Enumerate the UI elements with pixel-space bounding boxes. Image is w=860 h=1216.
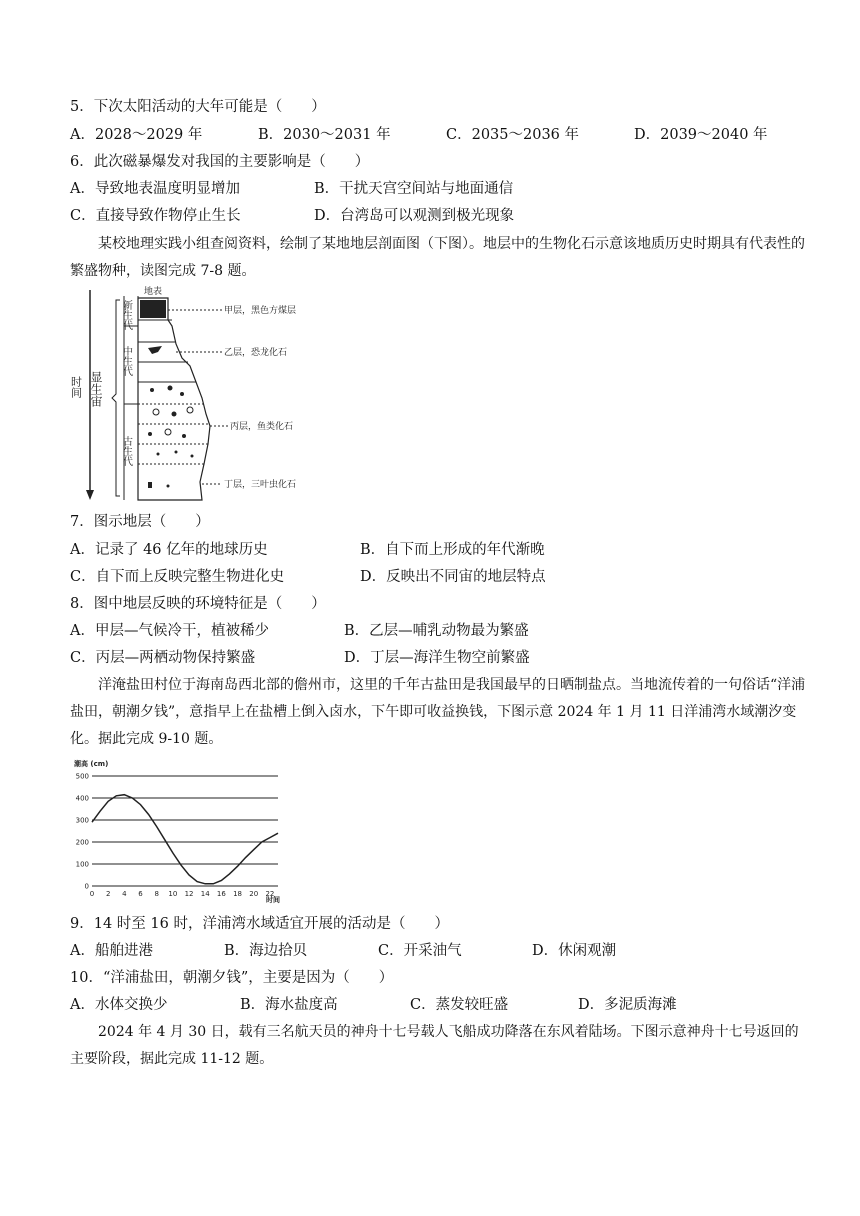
- layer-bing-label: 丙层，鱼类化石: [230, 422, 294, 432]
- x-tick-label: 12: [184, 890, 194, 898]
- q7-option-a[interactable]: A．记录了 46 亿年的地球历史: [70, 542, 268, 558]
- layer-jia-label: 甲层，黑色方煤层: [224, 306, 297, 316]
- question-7-stem: 7．图示地层（ ）: [70, 514, 210, 530]
- q8-option-d[interactable]: D．丁层—海洋生物空前繁盛: [344, 650, 530, 666]
- q10-option-c[interactable]: C．蒸发较旺盛: [410, 997, 509, 1013]
- y-tick-label: 500: [75, 772, 89, 781]
- q6-option-a[interactable]: A．导致地表温度明显增加: [70, 181, 240, 197]
- q5-option-a[interactable]: A．2028～2029 年: [70, 127, 203, 143]
- tide-chart: [70, 756, 290, 906]
- question-10-stem: 10．“洋浦盐田，朝潮夕钱”，主要是因为（ ）: [70, 970, 394, 986]
- q7-option-b[interactable]: B．自下而上形成的年代渐晚: [360, 542, 545, 558]
- ground-surface-label: 地表: [144, 287, 163, 297]
- x-tick-label: 20: [249, 890, 259, 898]
- y-tick-label: 100: [75, 860, 89, 869]
- q9-option-a[interactable]: A．船舶进港: [70, 943, 153, 959]
- x-tick-label: 8: [154, 890, 159, 898]
- y-tick-label: 400: [75, 794, 89, 803]
- q9-option-c[interactable]: C．开采油气: [378, 943, 462, 959]
- q10-option-a[interactable]: A．水体交换少: [70, 997, 168, 1013]
- strata-profile-figure: [69, 286, 312, 504]
- x-tick-label: 4: [122, 890, 127, 898]
- q8-option-a[interactable]: A．甲层—气候冷干，植被稀少: [70, 623, 269, 639]
- q10-option-b[interactable]: B．海水盐度高: [240, 997, 338, 1013]
- q6-option-b[interactable]: B．干扰天宫空间站与地面通信: [314, 181, 514, 197]
- time-axis-label: 时间: [69, 376, 83, 398]
- x-tick-label: 6: [138, 890, 143, 898]
- x-tick-label: 2: [105, 890, 111, 898]
- q8-option-c[interactable]: C．丙层—两栖动物保持繁盛: [70, 650, 256, 666]
- x-tick-label: 10: [168, 890, 178, 898]
- q5-option-b[interactable]: B．2030～2031 年: [258, 127, 391, 143]
- question-8-stem: 8．图中地层反映的环境特征是（ ）: [70, 596, 326, 612]
- q10-option-d[interactable]: D．多泥质海滩: [578, 997, 677, 1013]
- intro-11-12: 2024 年 4 月 30 日，载有三名航天员的神舟十七号载人飞船成功降落在东风着陆场。下图示意神舟十七号返回的主要阶段，据此完成 11-12 题。: [70, 1024, 799, 1067]
- tide-series-line: [92, 795, 278, 884]
- q8-option-b[interactable]: B．乙层—哺乳动物最为繁盛: [344, 623, 529, 639]
- question-6-stem: 6．此次磁暴爆发对我国的主要影响是（ ）: [70, 154, 370, 170]
- era-paleozoic: 古生代: [120, 436, 132, 466]
- x-tick-label: 0: [89, 890, 95, 898]
- chart-xlabel: 时间: [266, 896, 280, 904]
- chart-ylabel: 潮高 (cm): [74, 760, 109, 768]
- x-tick-label: 14: [200, 890, 210, 898]
- era-cenozoic: 新生代: [120, 300, 132, 330]
- question-5-stem: 5．下次太阳活动的大年可能是（ ）: [70, 99, 326, 115]
- question-9-stem: 9．14 时至 16 时，洋浦湾水域适宜开展的活动是（ ）: [70, 916, 449, 932]
- intro-7-8: 某校地理实践小组查阅资料，绘制了某地地层剖面图（下图）。地层中的生物化石示意该地质历史时期具有代表性的繁盛物种，读图完成 7-8 题。: [70, 236, 805, 279]
- q7-option-d[interactable]: D．反映出不同宙的地层特点: [360, 569, 546, 585]
- era-mesozoic: 中生代: [120, 346, 132, 376]
- y-tick-label: 200: [75, 838, 89, 847]
- q6-option-c[interactable]: C．直接导致作物停止生长: [70, 208, 241, 224]
- layer-ding-label: 丁层，三叶虫化石: [224, 480, 297, 490]
- y-tick-label: 300: [75, 816, 89, 825]
- y-tick-label: 0: [84, 882, 89, 891]
- x-tick-label: 22: [265, 890, 275, 898]
- q6-option-d[interactable]: D．台湾岛可以观测到极光现象: [314, 208, 515, 224]
- q5-option-d[interactable]: D．2039～2040 年: [634, 127, 768, 143]
- x-tick-label: 16: [216, 890, 226, 898]
- eon-label: 显生宙: [89, 371, 103, 407]
- q5-option-c[interactable]: C．2035～2036 年: [446, 127, 580, 143]
- q7-option-c[interactable]: C．自下而上反映完整生物进化史: [70, 569, 285, 585]
- q9-option-d[interactable]: D．休闲观潮: [532, 943, 617, 959]
- x-tick-label: 18: [233, 890, 243, 898]
- intro-9-10: 洋淹盐田村位于海南岛西北部的儋州市，这里的千年古盐田是我国最早的日晒制盐点。当地流传着的一句俗话“洋浦盐田，朝潮夕钱”，意指早上在盐槽上倒入卤水，下午即可收益换钱，下图示意 2024 年 1 月 11 日洋浦湾水域潮汐变化。据此完成 9-10 题。: [70, 677, 806, 747]
- layer-yi-label: 乙层，恐龙化石: [224, 348, 288, 358]
- q9-option-b[interactable]: B．海边拾贝: [224, 943, 308, 959]
